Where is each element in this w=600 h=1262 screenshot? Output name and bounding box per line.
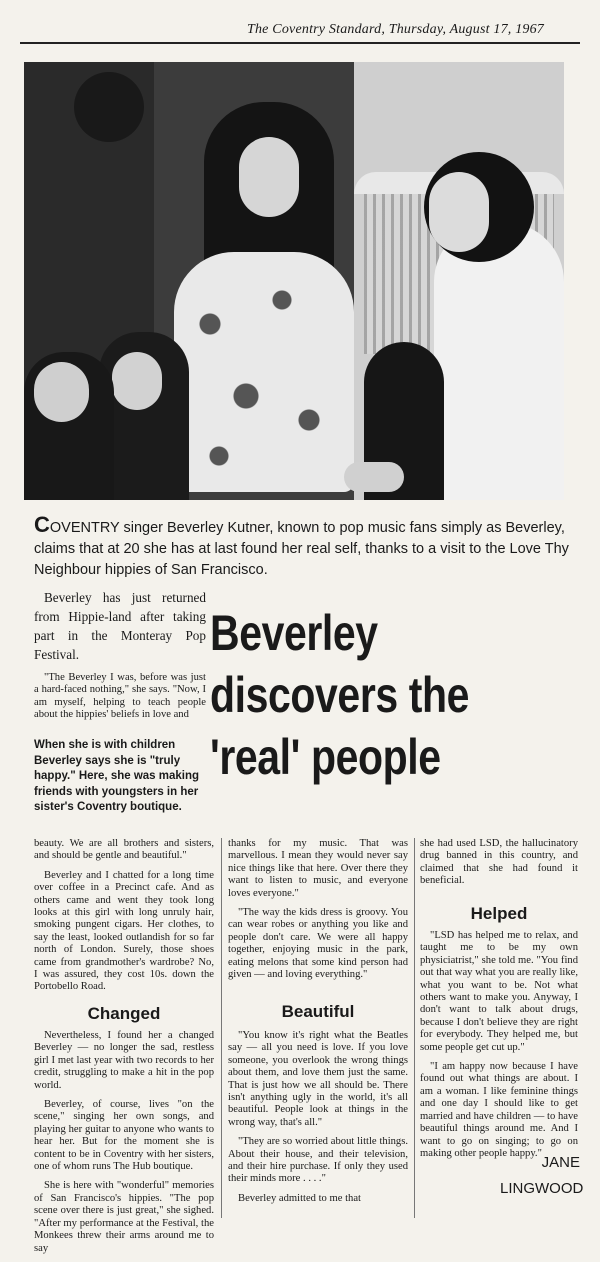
column-divider	[221, 838, 222, 1218]
intro-text: OVENTRY singer Beverley Kutner, known to pop music fans simply as Beverley, claims that at 20 she has at last found her real self, thanks to a visit to the Love Thy Neighbour hippies of San Francisco.	[34, 520, 569, 578]
headline-line-2: discovers the	[210, 667, 470, 723]
byline-first-name: JANE	[541, 1154, 580, 1171]
column-1-para: Beverley, of course, lives "on the scene," singing her own songs, and playing her guitar to anyone who wants to hear her. But for the moment she is content to be in Coventry with her sisters, one of whom runs The Hub boutique.	[34, 1099, 214, 1173]
column-3-para: "I am happy now because I have found out what things are about. I am a woman. I like feminine things and one day I should like to get married and have children — to have beautiful things around me. And I want to go on singing; to go on making other people happy."	[420, 1061, 578, 1159]
column-2-body	[228, 838, 408, 988]
subhead-changed: Changed	[87, 1004, 161, 1023]
photo-caption: When she is with children Beverley says she is "truly happy." Here, she was making friends with youngsters in her sister's Coventry boutique.	[34, 739, 200, 813]
headline	[210, 602, 513, 788]
column-1-para: Nevertheless, I found her a changed Beverley — no longer the sad, restless girl I met last year with two records to her credit, struggling to make a hit in the pop world.	[34, 1030, 214, 1091]
subhead-helped: Helped	[470, 904, 528, 923]
column-2-para: Beverley admitted to me that	[238, 1192, 361, 1204]
column-1-body	[34, 838, 214, 1001]
column-1-para: Beverley and I chatted for a long time over coffee in a Precinct cafe. And as others came and went they took long looks at this girl with long unruly hair, smoking pungent cigars. Her clothes, to say the least, looked outlandish for so far north of London. Surely, those shoes came from grandmother's wardrobe? No, I was assured, they cost 10s. down the Portobello Road.	[34, 869, 214, 993]
lead-paragraph: Beverley has just returned from Hippie-land after taking part in the Monteray Pop Festival.	[34, 590, 206, 662]
headline-line-3: 'real' people	[210, 729, 441, 785]
column-3-para: "LSD has helped me to relax, and taught me to be my own physiciatrist," she told me. "You find out that way what you are really like, what you want to be. Not what others want to make you. Anyway, I don't want to talk about drugs, because I don't believe they are right for everybody. They helped me, but some people get cut up."	[420, 930, 578, 1053]
column-2-para: "You know it's right what the Beatles say — all you need is love. If you love someone, you overlook the wrong things about them, and love them just the same. That is just how we all should be. There isn't anything ugly in the world, it's all beautiful. People look at things in the wrong way, that's all."	[228, 1030, 408, 1128]
column-3-body	[420, 838, 578, 895]
byline	[500, 1150, 584, 1202]
column-2-continued	[228, 1030, 408, 1212]
column-3-continued	[420, 930, 578, 1167]
column-1-lead	[34, 588, 206, 729]
column-divider	[414, 838, 415, 1218]
masthead-rule	[20, 42, 580, 44]
intro-paragraph	[34, 514, 574, 581]
column-1-para: She is here with "wonderful" memories of San Francisco's hippies. "The pop scene over there is just great," she sighed. "After my performance at the Festival, the Monkees threw their arms around me to say	[34, 1180, 214, 1254]
column-3-para: she had used LSD, the hallucinatory drug banned in this country, and claimed that she had found it beneficial.	[420, 838, 578, 887]
column-2-para: "The way the kids dress is groovy. You can wear robes or anything you like and people don't care. We were all happy together, enjoying music in the park, eating melons that some kind person had given — and loving everything."	[228, 907, 408, 981]
column-1-quote: "The Beverley I was, before was just a hard-faced nothing," she says. "Now, I am myself, helping to teach people about the hippies' beliefs in love and	[34, 672, 206, 721]
masthead: The Coventry Standard, Thursday, August 17, 1967	[247, 22, 544, 37]
column-1-continued	[34, 1030, 214, 1262]
column-2-para: "They are so worried about little things. About their house, and their television, and their hire purchase. If only they used their minds more . . . ."	[228, 1136, 408, 1185]
article-photo	[24, 62, 564, 500]
headline-line-1: Beverley	[210, 605, 378, 661]
column-1-para: beauty. We are all brothers and sisters, and should be gentle and beautiful."	[34, 838, 214, 862]
intro-dropcap: C	[34, 512, 50, 537]
column-2-para: thanks for my music. That was marvellous. I mean they would never say nice things like that here. Over there they want to listen to music, and everyone loves everyone."	[228, 838, 408, 899]
subhead-beautiful: Beautiful	[281, 1002, 355, 1021]
byline-last-name: LINGWOOD	[500, 1180, 584, 1197]
